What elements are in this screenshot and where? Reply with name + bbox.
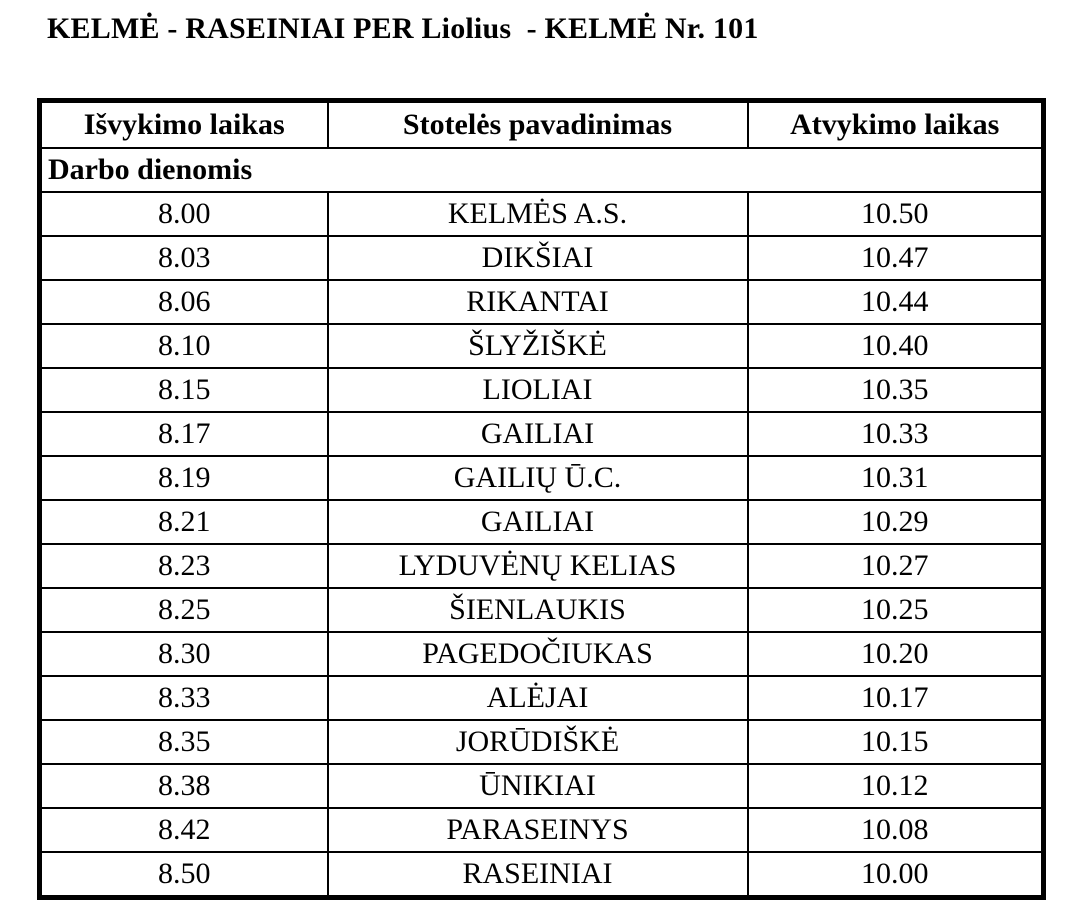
table-row [40, 456, 1044, 500]
stop-name: LYDUVĖNŲ KELIAS [328, 544, 748, 588]
table-row [40, 588, 1044, 632]
departure-time: 8.17 [40, 412, 328, 456]
departure-time: 8.03 [40, 236, 328, 280]
arrival-time: 10.35 [748, 368, 1044, 412]
arrival-time: 10.15 [748, 720, 1044, 764]
stop-name: ŪNIKIAI [328, 764, 748, 808]
table-row [40, 852, 1044, 898]
stop-name: PAGEDOČIUKAS [328, 632, 748, 676]
departure-time: 8.10 [40, 324, 328, 368]
section-label: Darbo dienomis [40, 148, 1044, 192]
table-row [40, 720, 1044, 764]
arrival-time: 10.17 [748, 676, 1044, 720]
arrival-time: 10.27 [748, 544, 1044, 588]
table-row [40, 676, 1044, 720]
departure-time: 8.25 [40, 588, 328, 632]
table-row [40, 632, 1044, 676]
stop-name: KELMĖS A.S. [328, 192, 748, 236]
header-row [40, 101, 1044, 149]
table-row [40, 544, 1044, 588]
arrival-time: 10.12 [748, 764, 1044, 808]
arrival-time: 10.20 [748, 632, 1044, 676]
schedule-table [37, 98, 1046, 900]
departure-time: 8.06 [40, 280, 328, 324]
departure-time: 8.19 [40, 456, 328, 500]
arrival-time: 10.25 [748, 588, 1044, 632]
departure-time: 8.38 [40, 764, 328, 808]
stop-name: DIKŠIAI [328, 236, 748, 280]
arrival-time: 10.29 [748, 500, 1044, 544]
table-row [40, 764, 1044, 808]
table-row [40, 192, 1044, 236]
arrival-time: 10.00 [748, 852, 1044, 898]
departure-time: 8.30 [40, 632, 328, 676]
table-row [40, 808, 1044, 852]
table-row [40, 368, 1044, 412]
arrival-time: 10.40 [748, 324, 1044, 368]
stop-name: RASEINIAI [328, 852, 748, 898]
table-row [40, 280, 1044, 324]
stop-name: ŠIENLAUKIS [328, 588, 748, 632]
arrival-time: 10.08 [748, 808, 1044, 852]
stop-name: GAILIAI [328, 412, 748, 456]
departure-time: 8.23 [40, 544, 328, 588]
departure-time: 8.35 [40, 720, 328, 764]
page-title: KELMĖ - RASEINIAI PER Liolius - KELMĖ Nr. 101 [47, 12, 759, 45]
table-row [40, 324, 1044, 368]
departure-time: 8.42 [40, 808, 328, 852]
arrival-time: 10.44 [748, 280, 1044, 324]
arrival-time: 10.33 [748, 412, 1044, 456]
stop-name: GAILIAI [328, 500, 748, 544]
departure-time: 8.21 [40, 500, 328, 544]
stop-name: RIKANTAI [328, 280, 748, 324]
table-row [40, 236, 1044, 280]
stop-name: PARASEINYS [328, 808, 748, 852]
departure-time: 8.00 [40, 192, 328, 236]
stop-name: LIOLIAI [328, 368, 748, 412]
arrival-time: 10.31 [748, 456, 1044, 500]
header-arrival: Atvykimo laikas [748, 101, 1044, 149]
header-departure: Išvykimo laikas [40, 101, 328, 149]
departure-time: 8.50 [40, 852, 328, 898]
stop-name: ŠLYŽIŠKĖ [328, 324, 748, 368]
table-row [40, 500, 1044, 544]
departure-time: 8.33 [40, 676, 328, 720]
departure-time: 8.15 [40, 368, 328, 412]
stop-name: GAILIŲ Ū.C. [328, 456, 748, 500]
section-row [40, 148, 1044, 192]
header-stop-name: Stotelės pavadinimas [328, 101, 748, 149]
table-row [40, 412, 1044, 456]
arrival-time: 10.50 [748, 192, 1044, 236]
stop-name: JORŪDIŠKĖ [328, 720, 748, 764]
stop-name: ALĖJAI [328, 676, 748, 720]
arrival-time: 10.47 [748, 236, 1044, 280]
